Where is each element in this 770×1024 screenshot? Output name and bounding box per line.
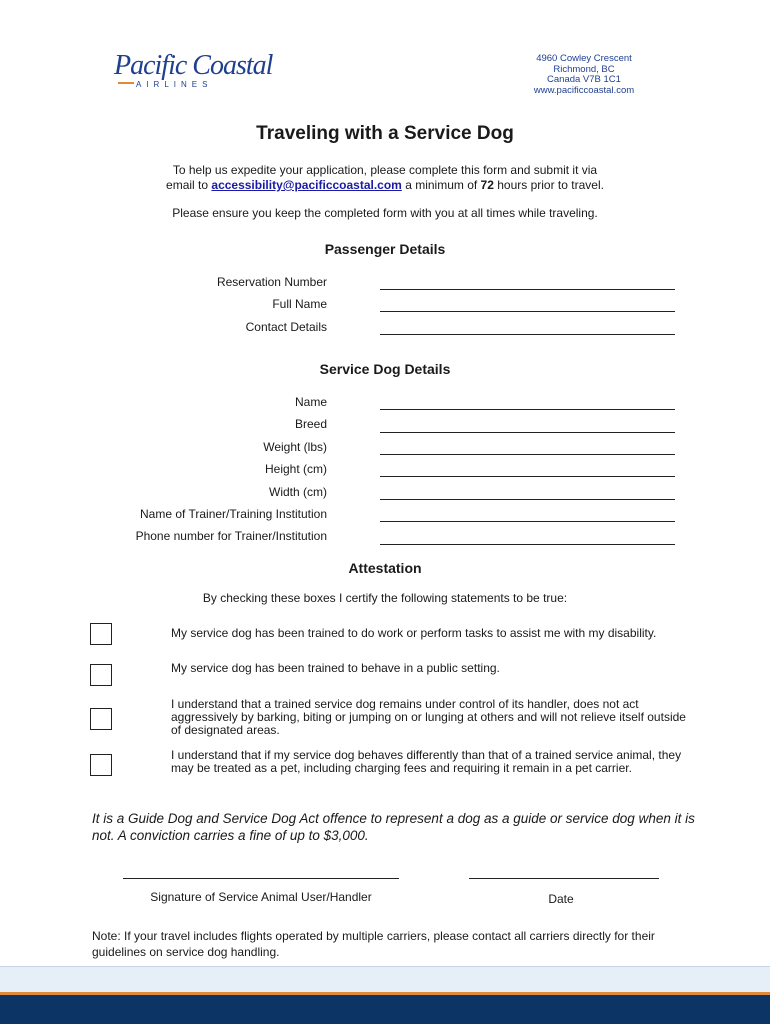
intro-hours: 72 <box>480 178 494 192</box>
intro-middle: a minimum of <box>401 178 481 192</box>
intro-line-2 <box>0 178 770 192</box>
ensure-note: Please ensure you keep the completed form with you at all times while traveling. <box>172 206 598 220</box>
dog-name-label: Name <box>294 395 327 409</box>
dog-width-label: Width (cm) <box>269 485 327 499</box>
footer-band-dark <box>0 995 770 1024</box>
dog-height-field[interactable] <box>380 476 675 477</box>
contact-details-label: Contact Details <box>245 320 327 334</box>
service-dog-details-heading: Service Dog Details <box>319 361 451 377</box>
dog-weight-label: Weight (lbs) <box>263 440 327 454</box>
attestation-checkbox-3[interactable] <box>90 708 112 730</box>
dog-breed-field[interactable] <box>380 432 675 433</box>
reservation-number-field[interactable] <box>380 289 675 290</box>
legal-warning: It is a Guide Dog and Service Dog Act offence to represent a dog as a guide or service dog when it is not. A conviction carries a fine of up to $3,000. <box>92 811 695 843</box>
address-line-1: 4960 Cowley Crescent <box>536 53 632 64</box>
dog-width-field[interactable] <box>380 499 675 500</box>
footer-band-light <box>0 966 770 993</box>
trainer-name-field[interactable] <box>380 521 675 522</box>
intro-suffix: hours prior to travel. <box>493 178 604 192</box>
page-title: Traveling with a Service Dog <box>256 123 514 144</box>
full-name-field[interactable] <box>380 311 675 312</box>
attestation-checkbox-2[interactable] <box>90 664 112 686</box>
contact-details-field[interactable] <box>380 334 675 335</box>
email-link[interactable]: accessibility@pacificcoastal.com <box>211 178 402 192</box>
dog-breed-label: Breed <box>294 417 327 431</box>
attestation-statement-2: My service dog has been trained to behave in a public setting. <box>171 661 500 675</box>
attestation-statement-3: I understand that a trained service dog remains under control of its handler, does not act aggressively by barking, biting or jumping on or lunging at others and will not relieve itself outside of designated areas. <box>171 697 686 737</box>
intro-line-1: To help us expedite your application, please complete this form and submit it via <box>172 163 598 177</box>
signature-label: Signature of Service Animal User/Handler <box>150 890 372 904</box>
company-logo-subtitle: AIRLINES <box>136 80 213 89</box>
dog-name-field[interactable] <box>380 409 675 410</box>
trainer-phone-field[interactable] <box>380 544 675 545</box>
date-label: Date <box>548 892 574 906</box>
attestation-checkbox-4[interactable] <box>90 754 112 776</box>
reservation-number-label: Reservation Number <box>216 275 327 289</box>
attestation-statement-1: My service dog has been trained to do work or perform tasks to assist me with my disability. <box>171 626 657 640</box>
dog-height-label: Height (cm) <box>264 462 327 476</box>
company-address <box>500 54 668 96</box>
signature-field[interactable] <box>123 878 399 879</box>
dog-weight-field[interactable] <box>380 454 675 455</box>
company-logo: Pacific Coastal <box>114 50 273 81</box>
address-website: www.pacificcoastal.com <box>533 84 635 96</box>
date-field[interactable] <box>469 878 659 879</box>
attestation-heading: Attestation <box>348 560 422 576</box>
logo-swoosh <box>118 82 134 84</box>
passenger-details-heading: Passenger Details <box>324 241 446 257</box>
attestation-instruction: By checking these boxes I certify the following statements to be true: <box>202 591 568 605</box>
full-name-label: Full Name <box>272 297 327 311</box>
intro-prefix: email to <box>166 178 212 192</box>
address-line-3: Canada V7B 1C1 <box>547 74 621 85</box>
trainer-name-label: Name of Trainer/Training Institution <box>140 507 327 521</box>
attestation-statement-4: I understand that if my service dog behaves differently than that of a trained service animal, they may be treated as a pet, including charging fees and requiring it remain in a pet carrier. <box>171 748 682 775</box>
address-line-2: Richmond, BC <box>553 63 615 75</box>
attestation-checkbox-1[interactable] <box>90 623 112 645</box>
trainer-phone-label: Phone number for Trainer/Institution <box>135 529 327 543</box>
carrier-note: Note: If your travel includes flights operated by multiple carriers, please contact all carriers directly for their guidelines on service dog handling. <box>92 929 655 959</box>
